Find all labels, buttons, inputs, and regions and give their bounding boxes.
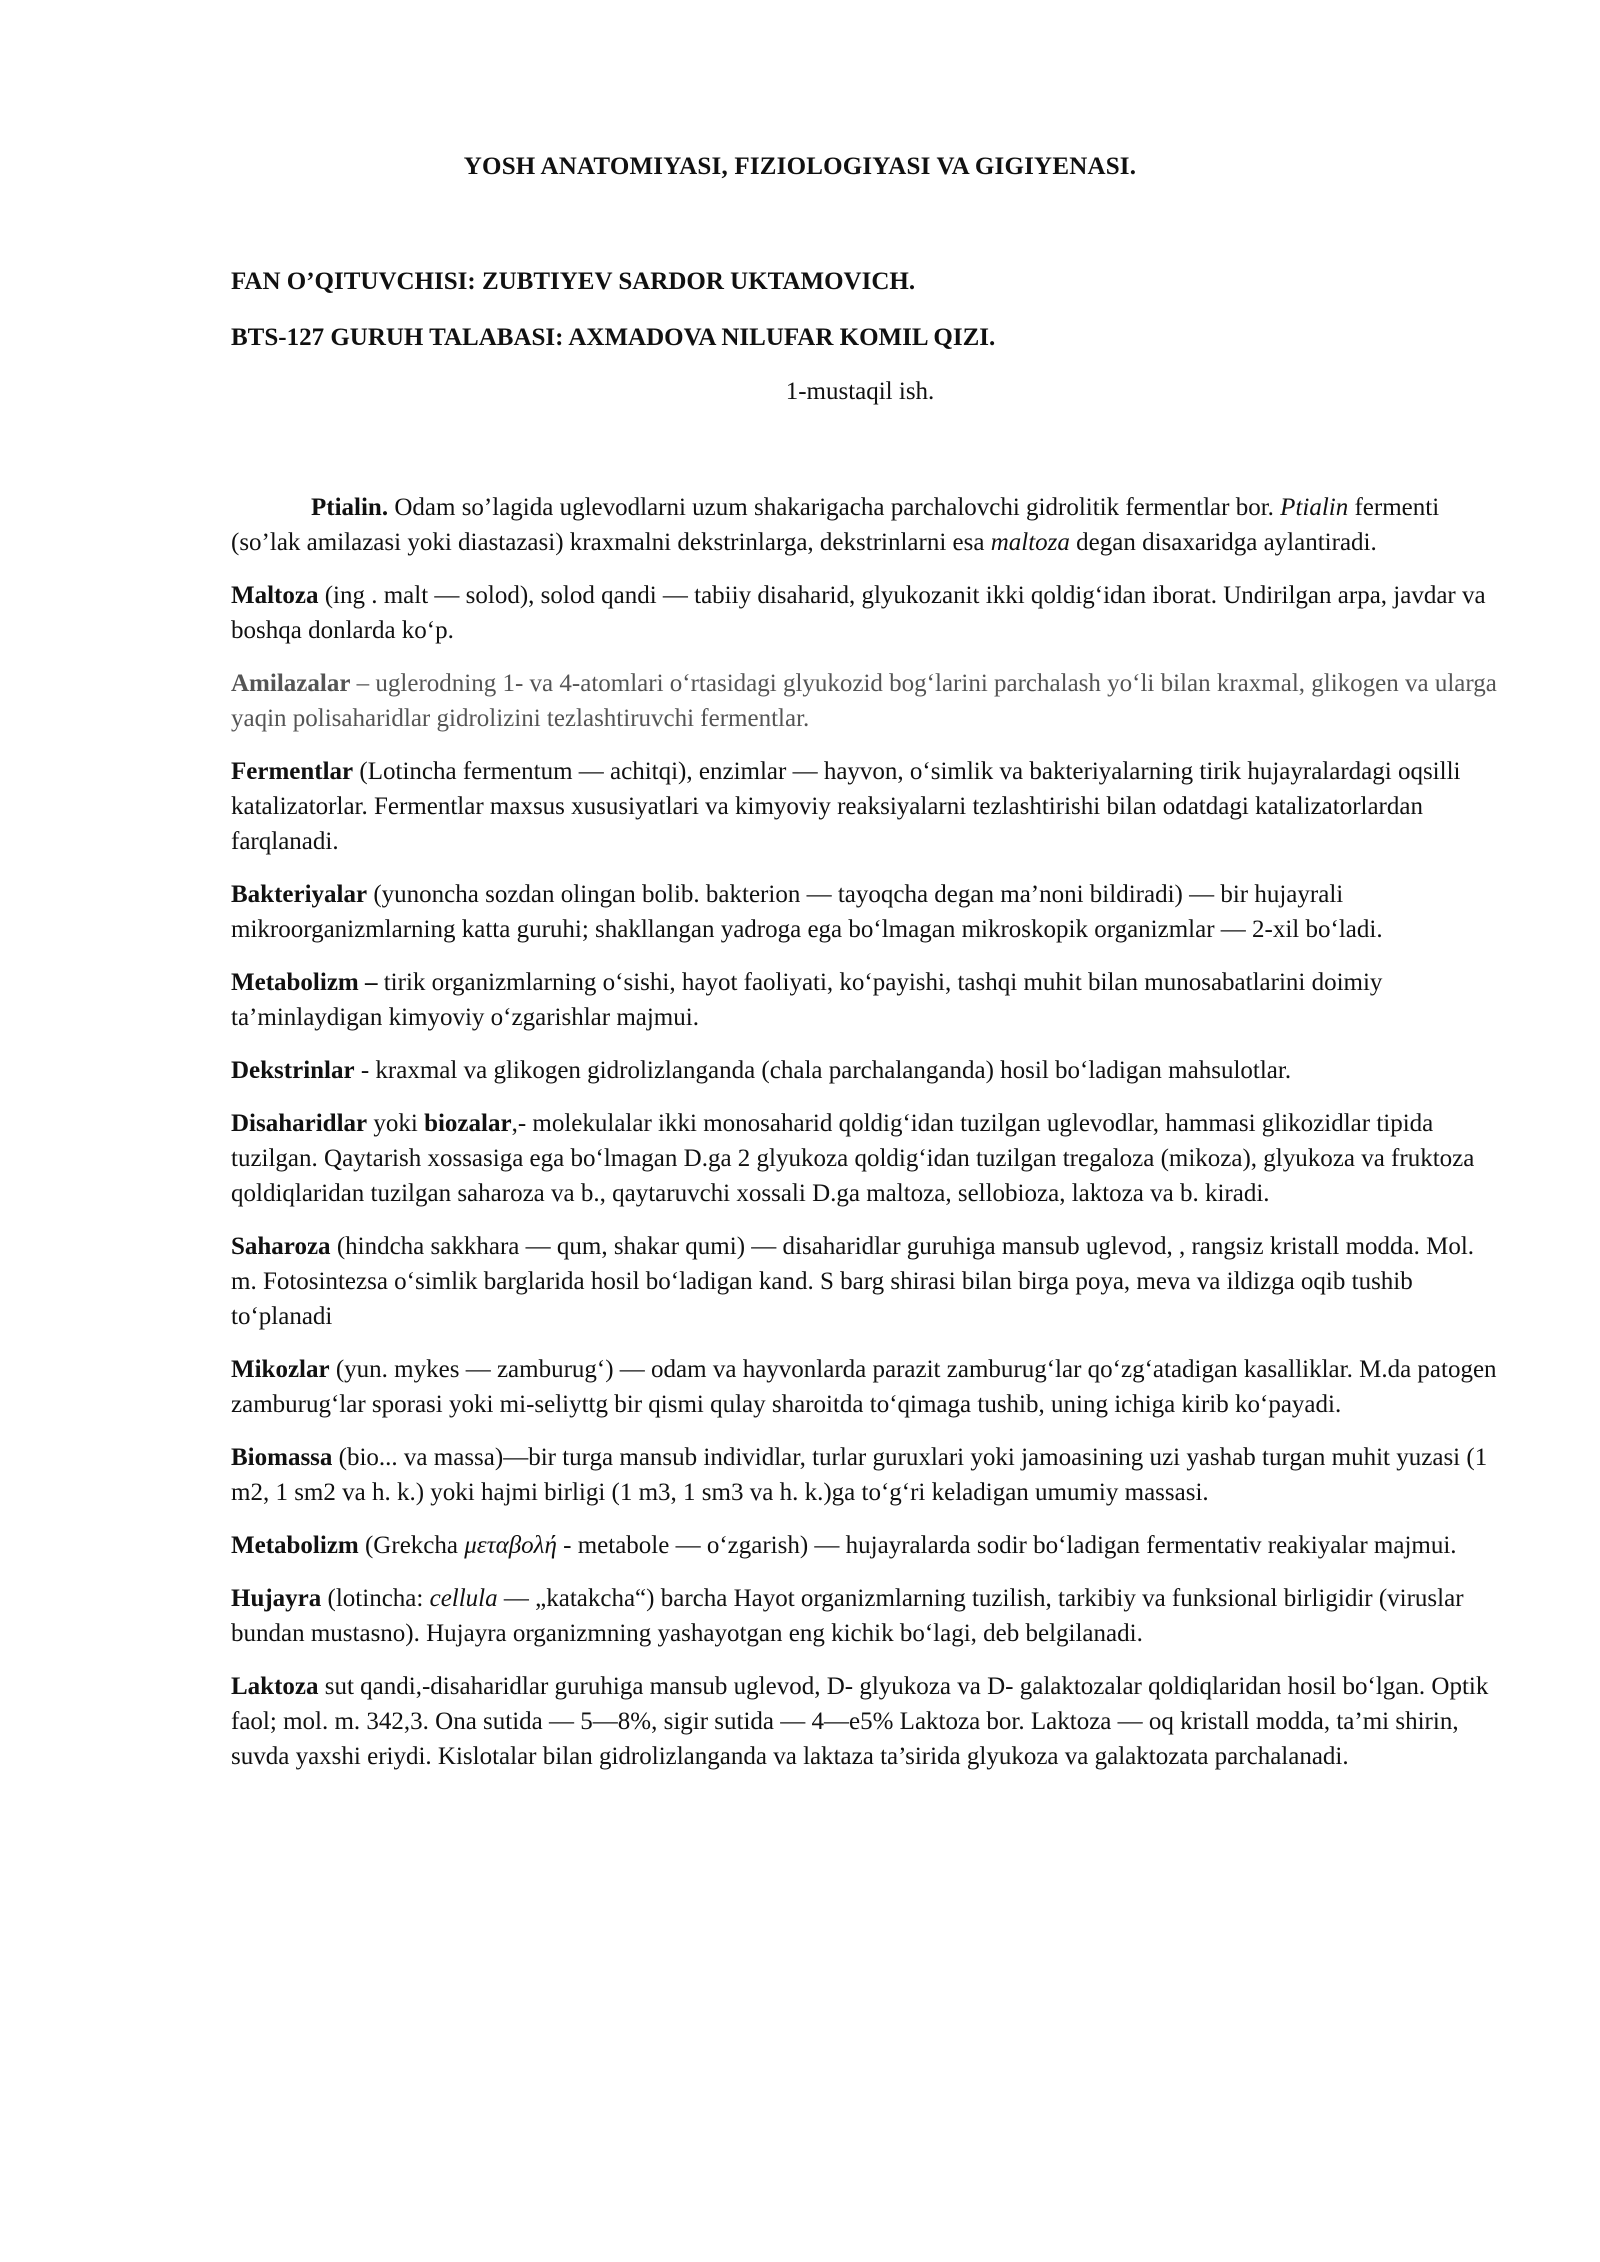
paragraph-text: Odam so’lagida uglevodlarni uzum shakarigacha parchalovchi gidrolitik fermentlar bor.	[388, 494, 1281, 521]
paragraph-text: ,- molekulalar ikki monosaharid qoldig‘idan tuzilgan uglevodlar, hammasi glikozidlar tipida tuzilgan. Qaytarish xossasiga ega bo‘lmagan D.ga 2 glyukoza qoldig‘idan tuzilgan tregaloza (mikoza), glyukoza va fruktoza qoldiqlaridan tuzilgan saharoza va b., qaytaruvchi xossali D.ga maltoza, sellobioza, laktoza va b. kiradi.	[231, 1110, 1475, 1207]
paragraph-maltoza	[231, 578, 1501, 648]
paragraph-text: (yunoncha sozdan olingan bolib. bakterion — tayoqcha degan ma’noni bildiradi) — bir hujayrali mikroorganizmlarning katta guruhi; shakllangan yadroga ega bo‘lmagan mikroskopik organizmlar — 2-xil bo‘ladi.	[231, 881, 1383, 943]
paragraph-saharoza	[231, 1229, 1501, 1334]
term-metabolizm: Metabolizm –	[231, 969, 378, 996]
term-fermentlar: Fermentlar	[231, 758, 354, 785]
term-maltoza: Maltoza	[231, 582, 319, 609]
paragraph-text: - kraxmal va glikogen gidrolizlanganda (chala parchalanganda) hosil bo‘ladigan mahsulotlar.	[354, 1057, 1292, 1084]
document-body	[231, 490, 1501, 1792]
assignment-subtitle: 1-mustaqil ish.	[785, 378, 935, 405]
term-mikozlar: Mikozlar	[231, 1356, 330, 1383]
paragraph-biomassa	[231, 1440, 1501, 1510]
document-title: YOSH ANATOMIYASI, FIZIOLOGIYASI VA GIGIYENASI.	[463, 153, 1137, 180]
italic-cellula: cellula	[429, 1585, 498, 1612]
paragraph-ptialin	[231, 490, 1501, 560]
paragraph-text: sut qandi,-disaharidlar guruhiga mansub uglevod, D- glyukoza va D- galaktozalar qoldiqlaridan hosil bo‘lgan. Optik faol; mol. m. 342,3. Ona sutida — 5—8%, sigir sutida — 4—e5% Laktoza bor. Laktoza — oq kristall modda, ta’mi shirin, suvda yaxshi eriydi. Kislotalar bilan gidrolizlanganda va laktaza ta’sirida glyukoza va galaktozata parchalanadi.	[231, 1673, 1489, 1770]
term-amilazalar: Amilazalar	[231, 670, 351, 697]
paragraph-text: — „katakcha“) barcha Hayot organizmlarning tuzilish, tarkibiy va funksional birligidir (viruslar bundan mustasno). Hujayra organizmning yashayotgan eng kichik bo‘lagi, deb belgilanadi.	[231, 1585, 1464, 1647]
paragraph-fermentlar	[231, 754, 1501, 859]
paragraph-text: yoki	[367, 1110, 425, 1137]
student-line: BTS-127 GURUH TALABASI: AXMADOVA NILUFAR KOMIL QIZI.	[231, 324, 996, 351]
paragraph-text: (lotincha:	[321, 1585, 430, 1612]
paragraph-dekstrinlar	[231, 1053, 1501, 1088]
paragraph-text: fermenti (so’lak amilazasi yoki diastazasi) kraxmalni dekstrinlarga, dekstrinlarni esa	[231, 494, 1440, 556]
paragraph-bakteriyalar	[231, 877, 1501, 947]
term-biomassa: Biomassa	[231, 1444, 333, 1471]
term-biozalar: biozalar	[424, 1110, 512, 1137]
paragraph-text: (ing . malt — solod), solod qandi — tabiiy disaharid, glyukozanit ikki qoldig‘idan iborat. Undirilgan arpa, javdar va boshqa donlarda ko‘p.	[231, 582, 1486, 644]
italic-ptialin: Ptialin	[1280, 494, 1349, 521]
paragraph-text: – uglerodning 1- va 4-atomlari o‘rtasidagi glyukozid bog‘larini parchalash yo‘li bilan kraxmal, glikogen va ularga yaqin polisaharidlar gidrolizini tezlashtiruvchi fermentlar.	[231, 670, 1497, 732]
paragraph-mikozlar	[231, 1352, 1501, 1422]
paragraph-text: (yun. mykes — zamburug‘) — odam va hayvonlarda parazit zamburug‘lar qo‘zg‘atadigan kasalliklar. M.da patogen zamburug‘lar sporasi yoki mi-seliyttg bir qismi qulay sharoitda to‘qimaga tushib, uning ichiga kirib ko‘payadi.	[231, 1356, 1497, 1418]
term-bakteriyalar: Bakteriyalar	[231, 881, 368, 908]
paragraph-amilazalar	[231, 666, 1501, 736]
paragraph-laktoza	[231, 1669, 1501, 1774]
term-saharoza: Saharoza	[231, 1233, 331, 1260]
paragraph-text: (bio... va massa)—bir turga mansub individlar, turlar guruxlari yoki jamoasining uzi yashab turgan muhit yuzasi (1 m2, 1 sm2 va h. k.) yoki hajmi birligi (1 m3, 1 sm3 va h. k.)ga to‘g‘ri keladigan umumiy massasi.	[231, 1444, 1488, 1506]
italic-greek-metabole: μεταβολή	[464, 1532, 557, 1559]
paragraph-metabolizm-1	[231, 965, 1501, 1035]
term-metabolizm-2: Metabolizm	[231, 1532, 359, 1559]
paragraph-hujayra	[231, 1581, 1501, 1651]
term-laktoza: Laktoza	[231, 1673, 319, 1700]
paragraph-text: - metabole — o‘zgarish) — hujayralarda sodir bo‘ladigan fermentativ reakiyalar majmui.	[556, 1532, 1457, 1559]
paragraph-disaharidlar	[231, 1106, 1501, 1211]
paragraph-metabolizm-2	[231, 1528, 1501, 1563]
term-hujayra: Hujayra	[231, 1585, 322, 1612]
paragraph-text: tirik organizmlarning o‘sishi, hayot faoliyati, ko‘payishi, tashqi muhit bilan munosabatlarini doimiy ta’minlaydigan kimyoviy o‘zgarishlar majmui.	[231, 969, 1383, 1031]
paragraph-text: (Lotincha fermentum — achitqi), enzimlar — hayvon, o‘simlik va bakteriyalarning tirik hujayralardagi oqsilli katalizatorlar. Fermentlar maxsus xususiyatlari va kimyoviy reaksiyalarni tezlashtirishi bilan odatdagi katalizatorlardan farqlanadi.	[231, 758, 1461, 855]
italic-maltoza: maltoza	[990, 529, 1070, 556]
term-ptialin: Ptialin.	[311, 494, 389, 521]
paragraph-text: degan disaxaridga aylantiradi.	[1069, 529, 1377, 556]
paragraph-text: (hindcha sakkhara — qum, shakar qumi) — disaharidlar guruhiga mansub uglevod, , rangsiz kristall modda. Mol. m. Fotosintezsa o‘simlik barglarida hosil bo‘ladigan kand. S barg shirasi bilan birga poya, meva va ildizga oqib tushib to‘planadi	[231, 1233, 1475, 1330]
teacher-line: FAN O’QITUVCHISI: ZUBTIYEV SARDOR UKTAMOVICH.	[231, 268, 916, 295]
term-disaharidlar: Disaharidlar	[231, 1110, 368, 1137]
term-dekstrinlar: Dekstrinlar	[231, 1057, 355, 1084]
paragraph-text: (Grekcha	[358, 1532, 465, 1559]
